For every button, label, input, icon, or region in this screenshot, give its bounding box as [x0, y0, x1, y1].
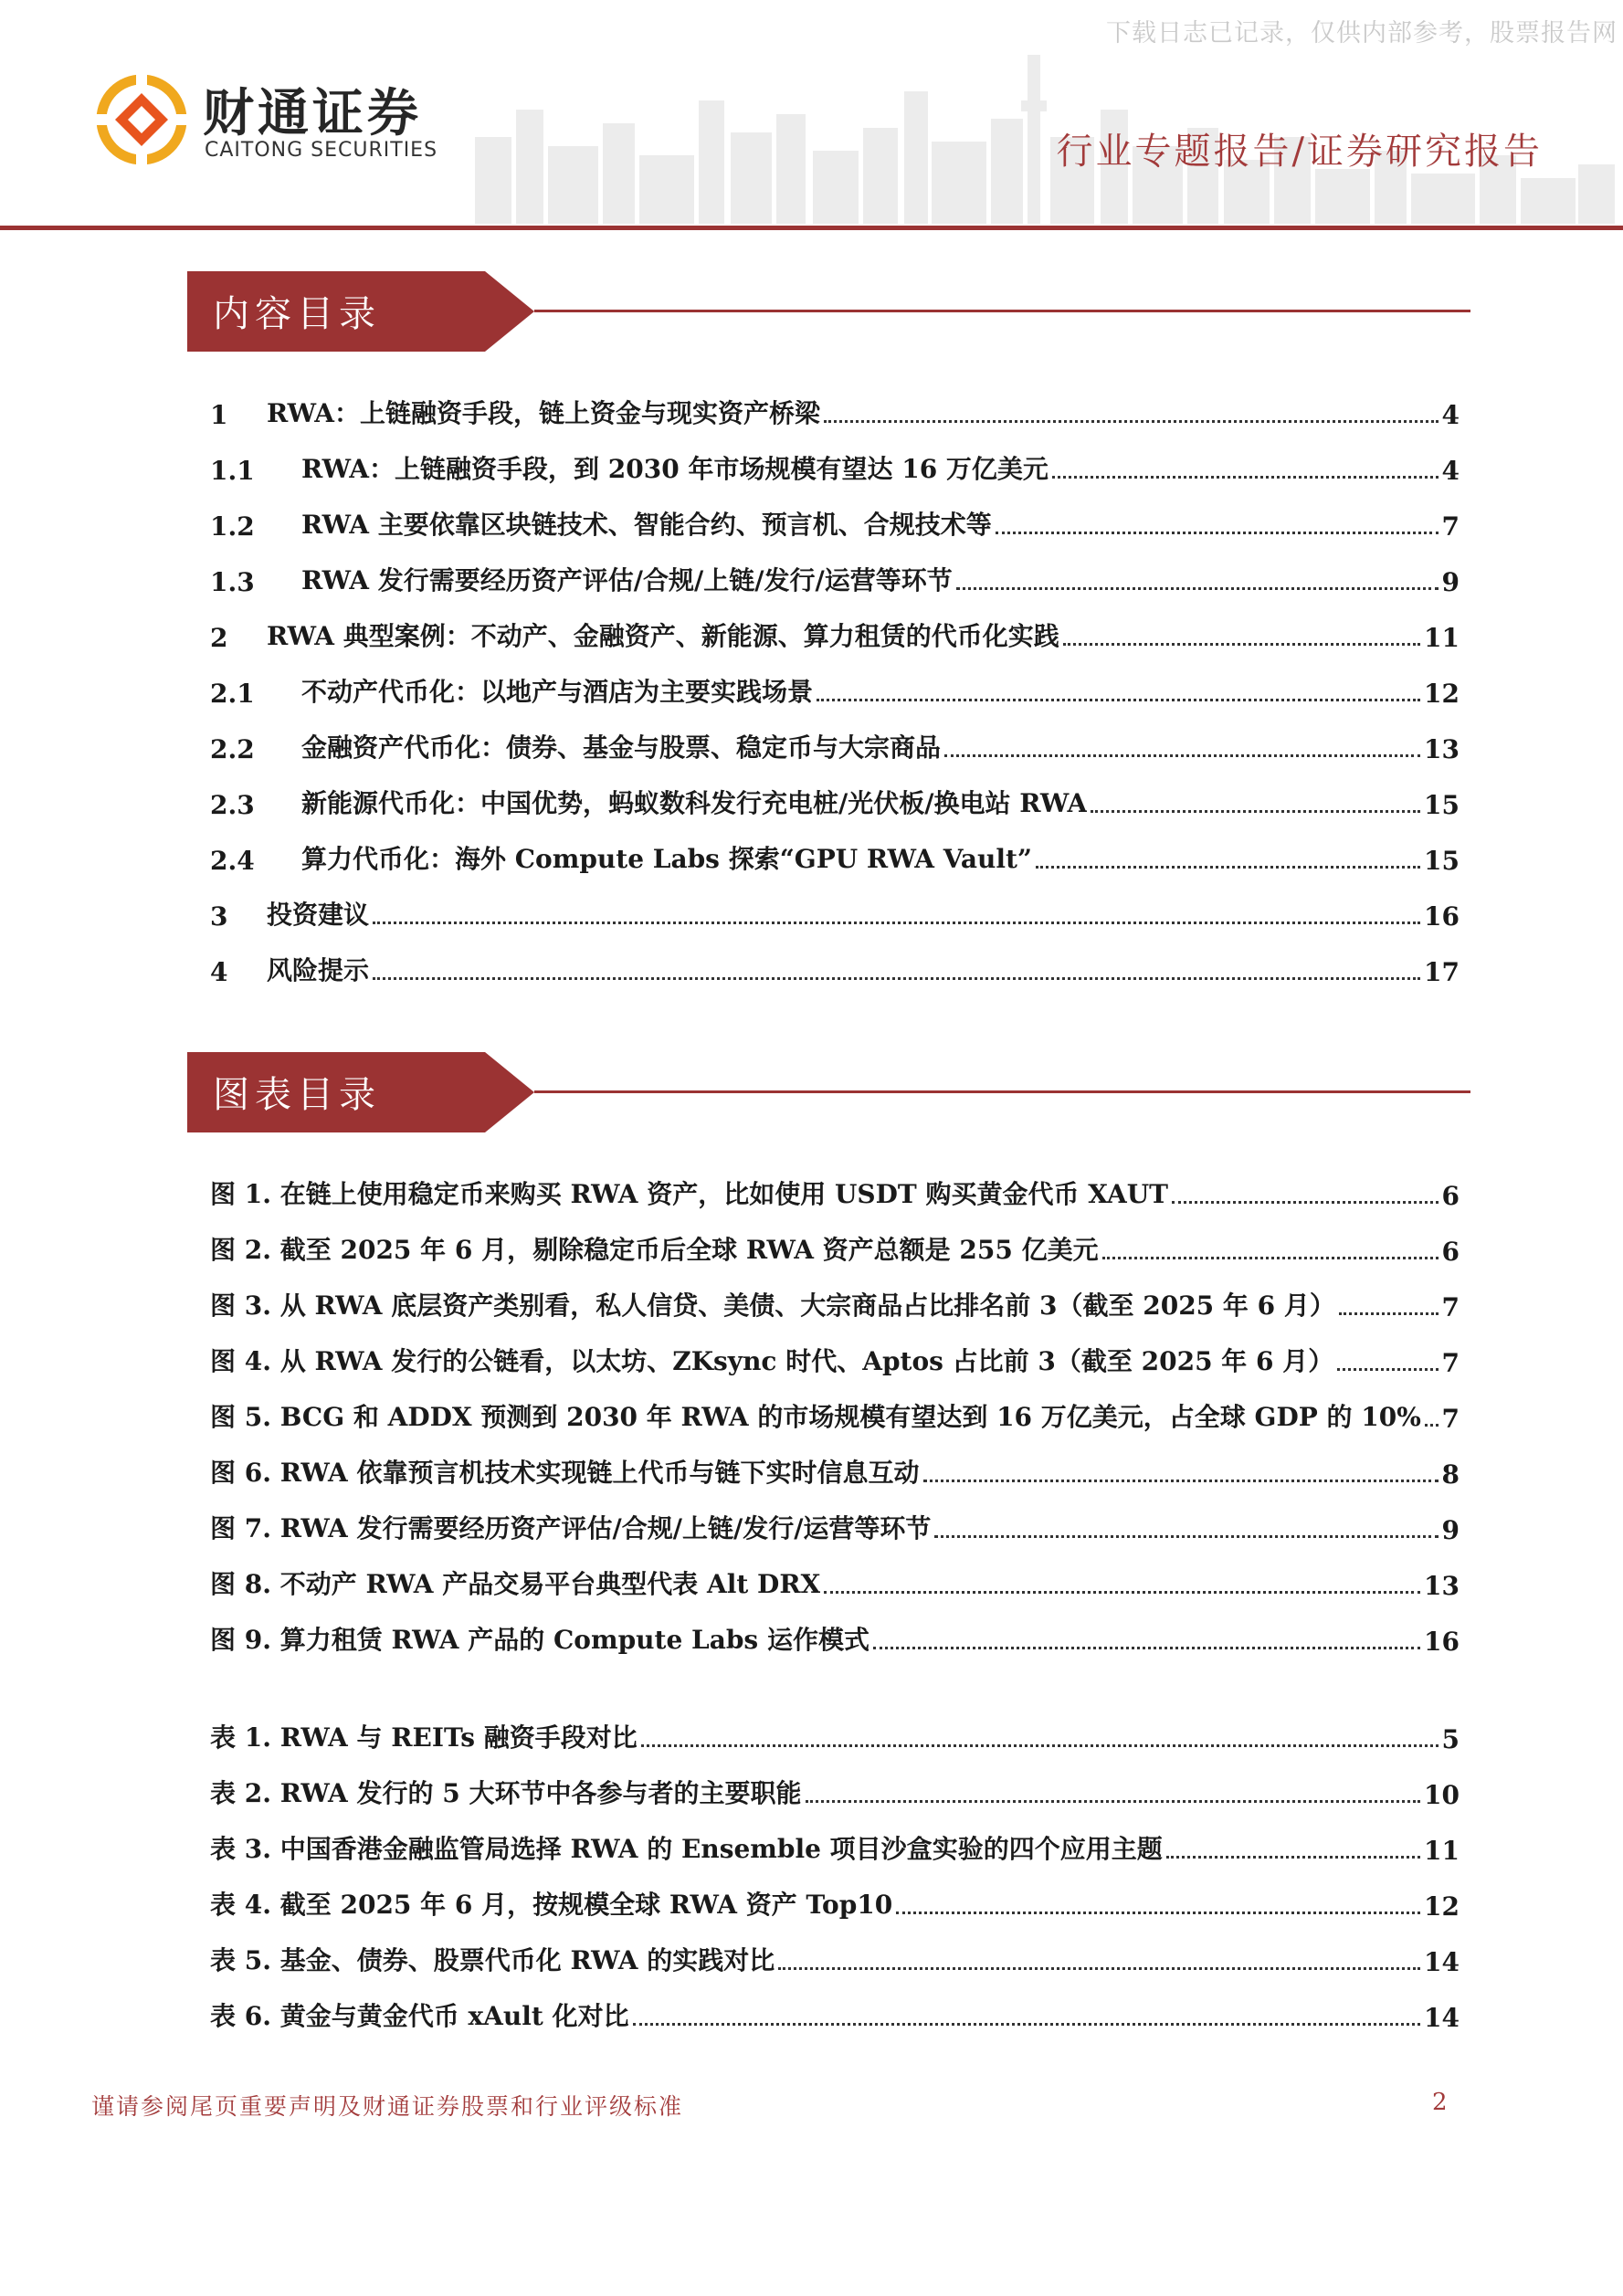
dot-leader: [824, 1590, 1420, 1594]
dot-leader: [944, 753, 1420, 757]
toc-entry[interactable]: [210, 374, 1460, 430]
entry-title: RWA 主要依靠区块链技术、智能合约、预言机、合规技术等: [301, 510, 992, 540]
table-entry[interactable]: [210, 1922, 1460, 1977]
toc-entry[interactable]: [210, 597, 1460, 653]
entry-title: 风险提示: [267, 955, 370, 985]
entry-page-number: 16: [1424, 901, 1460, 932]
entry-page-number: 7: [1441, 511, 1460, 542]
entry-title: 图 3. 从 RWA 底层资产类别看，私人信贷、美债、大宗商品占比排名前 3（截至 2025 年 6 月）: [210, 1290, 1335, 1321]
entry-page-number: 10: [1424, 1780, 1460, 1810]
entry-title: 图 9. 算力租赁 RWA 产品的 Compute Labs 运作模式: [210, 1625, 869, 1655]
entry-title: 表 5. 基金、债券、股票代币化 RWA 的实践对比: [210, 1945, 775, 1975]
header-divider: [0, 226, 1623, 230]
toc-entry[interactable]: [210, 709, 1460, 764]
entry-page-number: 14: [1424, 1947, 1460, 1977]
figures-heading: 图表目录: [213, 1074, 381, 1116]
figure-entry[interactable]: [210, 1378, 1460, 1434]
entry-number: 1.1: [210, 456, 255, 486]
entry-title: 表 2. RWA 发行的 5 大环节中各参与者的主要职能: [210, 1778, 802, 1808]
entry-page-number: 15: [1424, 846, 1460, 876]
page-header: [0, 0, 1623, 236]
table-entry[interactable]: [210, 1977, 1460, 2033]
entry-title: 图 2. 截至 2025 年 6 月，剔除稳定币后全球 RWA 资产总额是 255 亿美元: [210, 1235, 1099, 1265]
figure-entry[interactable]: [210, 1601, 1460, 1657]
toc-entry[interactable]: [210, 653, 1460, 709]
entry-page-number: 17: [1424, 957, 1460, 987]
entry-title: 表 6. 黄金与黄金代币 xAult 化对比: [210, 2001, 629, 2031]
dot-leader: [824, 419, 1438, 423]
company-name-cn: 财通证券: [203, 84, 422, 143]
toc-entry[interactable]: [210, 542, 1460, 597]
section-rule: [534, 310, 1470, 312]
dot-leader: [633, 2022, 1420, 2026]
toc-entry[interactable]: [210, 764, 1460, 820]
figure-entry[interactable]: [210, 1545, 1460, 1601]
dot-leader: [1337, 1367, 1438, 1371]
entry-page-number: 15: [1424, 790, 1460, 820]
dot-leader: [1052, 475, 1439, 479]
caitong-logo-icon: [91, 69, 192, 170]
entry-page-number: 9: [1441, 1515, 1460, 1545]
dot-leader: [1339, 1311, 1439, 1315]
table-entry[interactable]: [210, 1810, 1460, 1866]
figure-entry[interactable]: [210, 1322, 1460, 1378]
footer-disclaimer: 谨请参阅尾页重要声明及财通证券股票和行业评级标准: [91, 2093, 684, 2120]
entry-page-number: 14: [1424, 2003, 1460, 2033]
dot-leader: [896, 1911, 1420, 1914]
dot-leader: [373, 921, 1420, 924]
entry-page-number: 13: [1424, 1571, 1460, 1601]
entry-title: 图 7. RWA 发行需要经历资产评估/合规/上链/发行/运营等环节: [210, 1513, 932, 1543]
entry-title: 算力代币化：海外 Compute Labs 探索“GPU RWA Vault”: [301, 844, 1033, 874]
entry-page-number: 12: [1424, 679, 1460, 709]
entry-title: 图 1. 在链上使用稳定币来购买 RWA 资产，比如使用 USDT 购买黄金代币 XAUT: [210, 1179, 1168, 1209]
dot-leader: [1172, 1200, 1439, 1204]
entry-title: 不动产代币化：以地产与酒店为主要实践场景: [301, 677, 814, 707]
contents-section-header: [187, 271, 1470, 353]
entry-title: RWA 发行需要经历资产评估/合规/上链/发行/运营等环节: [301, 565, 953, 595]
dot-leader: [996, 531, 1439, 534]
contents-heading: 内容目录: [213, 293, 381, 335]
entry-page-number: 13: [1424, 734, 1460, 764]
figure-entry[interactable]: [210, 1267, 1460, 1322]
entry-page-number: 7: [1441, 1404, 1460, 1434]
toc-entry[interactable]: [210, 876, 1460, 932]
entry-title: 图 5. BCG 和 ADDX 预测到 2030 年 RWA 的市场规模有望达到 16 万亿美元，占全球 GDP 的 10%: [210, 1402, 1421, 1432]
toc-entry[interactable]: [210, 430, 1460, 486]
dot-leader: [817, 698, 1420, 701]
entry-number: 4: [210, 957, 228, 987]
table-entry[interactable]: [210, 1699, 1460, 1754]
page-number: 2: [1432, 2089, 1448, 2116]
entry-title: RWA：上链融资手段，链上资金与现实资产桥梁: [267, 398, 821, 428]
entry-page-number: 9: [1441, 567, 1460, 597]
entry-page-number: 4: [1441, 456, 1460, 486]
entry-page-number: 5: [1441, 1724, 1460, 1754]
entry-number: 1: [210, 400, 228, 430]
dot-leader: [956, 586, 1439, 590]
dot-leader: [806, 1799, 1421, 1803]
figure-entry[interactable]: [210, 1490, 1460, 1545]
entry-page-number: 11: [1424, 1836, 1460, 1866]
entry-title: 图 6. RWA 依靠预言机技术实现链上代币与链下实时信息互动: [210, 1458, 920, 1488]
dot-leader: [641, 1743, 1439, 1747]
entry-number: 3: [210, 901, 228, 932]
dot-leader: [1425, 1423, 1439, 1427]
entry-number: 2.4: [210, 846, 255, 876]
entry-number: 2.3: [210, 790, 255, 820]
entry-title: 图 8. 不动产 RWA 产品交易平台典型代表 Alt DRX: [210, 1569, 821, 1599]
entry-page-number: 6: [1441, 1237, 1460, 1267]
entry-title: 表 3. 中国香港金融监管局选择 RWA 的 Ensemble 项目沙盒实验的四个应用主题: [210, 1834, 1163, 1864]
dot-leader: [373, 976, 1420, 980]
entry-page-number: 7: [1441, 1348, 1460, 1378]
dot-leader: [1102, 1256, 1439, 1259]
entry-title: RWA 典型案例：不动产、金融资产、新能源、算力租赁的代币化实践: [267, 621, 1059, 651]
dot-leader: [1063, 642, 1420, 646]
entry-number: 1.2: [210, 511, 255, 542]
entry-title: 图 4. 从 RWA 发行的公链看，以太坊、ZKsync 时代、Aptos 占比前 3（截至 2025 年 6 月）: [210, 1346, 1334, 1376]
entry-title: 新能源代币化：中国优势，蚂蚁数科发行充电桩/光伏板/换电站 RWA: [301, 788, 1088, 818]
entry-title: 表 4. 截至 2025 年 6 月，按规模全球 RWA 资产 Top10: [210, 1890, 893, 1920]
dot-leader: [1091, 809, 1420, 813]
entry-page-number: 11: [1424, 623, 1460, 653]
entry-title: RWA：上链融资手段，到 2030 年市场规模有望达 16 万亿美元: [301, 454, 1049, 484]
entry-number: 2.1: [210, 679, 255, 709]
entry-page-number: 8: [1441, 1459, 1460, 1490]
report-type-label: 行业专题报告/证券研究报告: [1056, 131, 1543, 173]
toc-entry[interactable]: [210, 932, 1460, 987]
dot-leader: [923, 1479, 1439, 1482]
figures-section-header: [187, 1052, 1470, 1134]
entry-number: 2: [210, 623, 228, 653]
dot-leader: [873, 1646, 1420, 1649]
dot-leader: [934, 1534, 1438, 1538]
entry-page-number: 6: [1441, 1181, 1460, 1211]
entry-title: 表 1. RWA 与 REITs 融资手段对比: [210, 1722, 638, 1753]
table-entry[interactable]: [210, 1866, 1460, 1922]
watermark-text: 下载日志已记录，仅供内部参考，股票报告网: [1106, 19, 1618, 47]
section-rule: [534, 1090, 1470, 1093]
entry-page-number: 7: [1441, 1292, 1460, 1322]
entry-number: 2.2: [210, 734, 255, 764]
contents-list: [210, 374, 1460, 987]
dot-leader: [1166, 1855, 1420, 1859]
entry-title: 金融资产代币化：债券、基金与股票、稳定币与大宗商品: [301, 732, 942, 763]
dot-leader: [778, 1966, 1420, 1970]
entry-page-number: 12: [1424, 1891, 1460, 1922]
toc-entry[interactable]: [210, 820, 1460, 876]
figure-list: [210, 1155, 1460, 1657]
entry-page-number: 4: [1441, 400, 1460, 430]
entry-title: 投资建议: [267, 900, 370, 930]
toc-entry[interactable]: [210, 486, 1460, 542]
company-name-en: CAITONG SECURITIES: [205, 139, 438, 162]
entry-page-number: 16: [1424, 1627, 1460, 1657]
table-list: [210, 1699, 1460, 2033]
entry-number: 1.3: [210, 567, 255, 597]
figure-entry[interactable]: [210, 1434, 1460, 1490]
table-entry[interactable]: [210, 1754, 1460, 1810]
figure-entry[interactable]: [210, 1155, 1460, 1211]
dot-leader: [1036, 865, 1420, 869]
figure-entry[interactable]: [210, 1211, 1460, 1267]
